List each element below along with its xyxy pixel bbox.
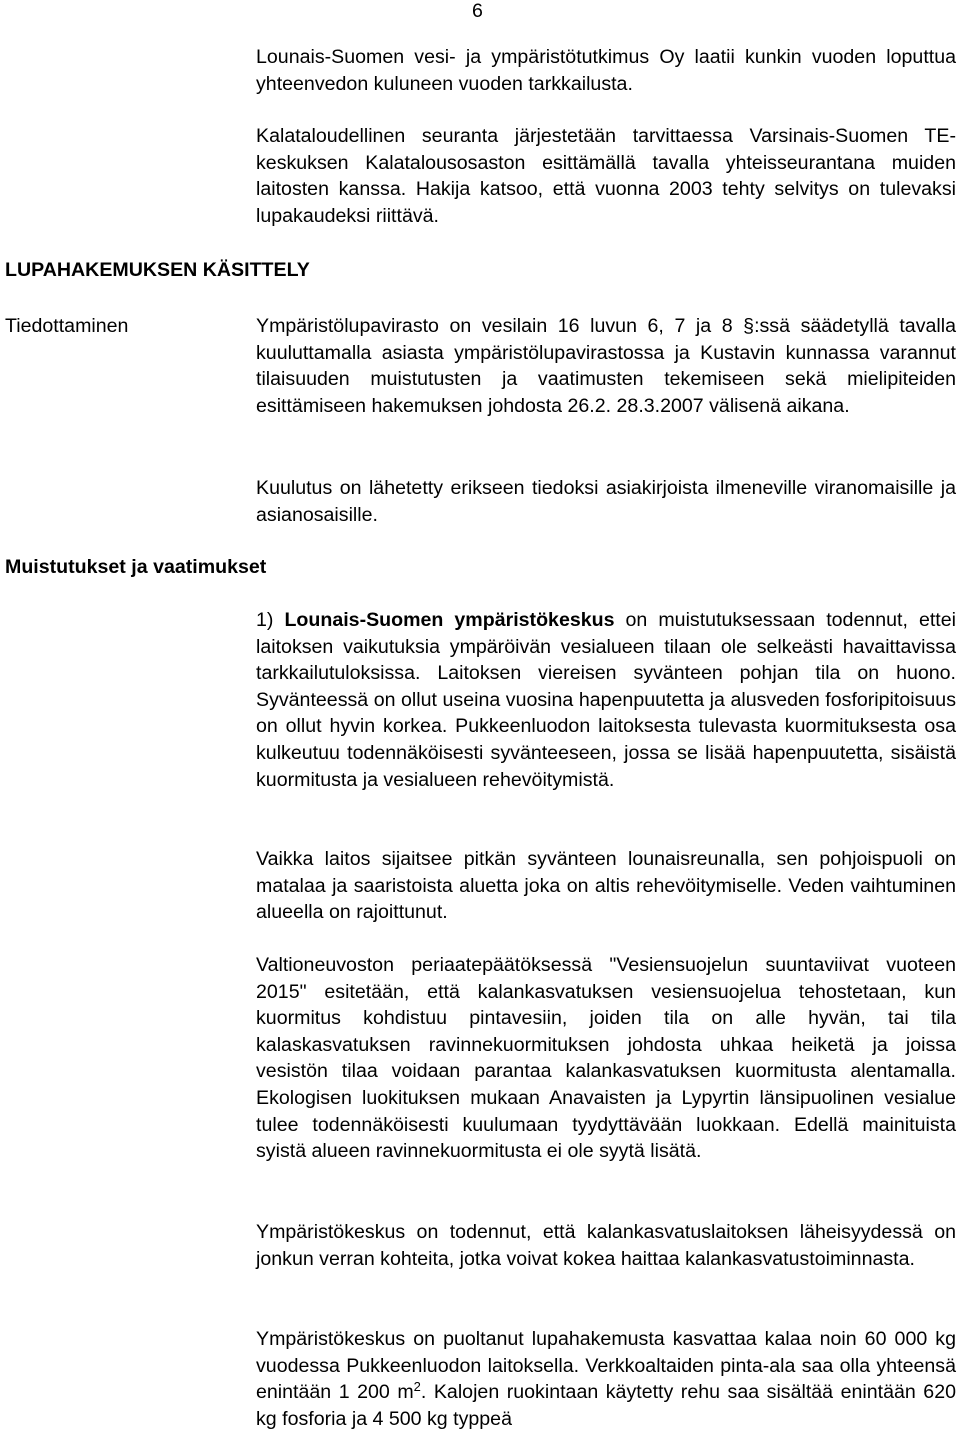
organization-name: Lounais-Suomen ympäristökeskus bbox=[284, 609, 615, 631]
paragraph-body: Ympäristökeskus on puoltanut lupahakemusta kasvattaa kalaa noin 60 000 kg vuodessa Pukkeenluodon laitoksella. Verkkoaltaiden pinta-ala saa olla yhteensä enintään 1 200 m bbox=[256, 1328, 956, 1404]
paragraph-lupahakemus-puolto bbox=[256, 1326, 956, 1432]
side-heading-tiedottaminen: Tiedottaminen bbox=[5, 315, 129, 337]
paragraph-syvanne bbox=[256, 846, 956, 926]
paragraph-kuulutus bbox=[256, 475, 956, 528]
paragraph-haitta-kohteet bbox=[256, 1219, 956, 1272]
paragraph-text: Vaikka laitos sijaitsee pitkän syvänteen lounaisreunalla, sen pohjoispuoli on matalaa ja saaristoista aluetta joka on altis rehevöitymiselle. Veden vaihtuminen alueella on rajoittunut. bbox=[256, 848, 956, 924]
paragraph-valtioneuvosto bbox=[256, 952, 956, 1165]
paragraph-body-continued: . Kalojen ruokintaan käytetty rehu saa sisältää enintään 620 kg fosforia ja 4 500 kg typpeä bbox=[256, 1381, 956, 1430]
paragraph-ymparistokeskus-muistutus bbox=[256, 607, 956, 793]
paragraph-text: Valtioneuvoston periaatepäätöksessä "Vesiensuojelun suuntaviivat vuoteen 2015" esitetään, että kalankasvatuksen vesiensuojelua tehostetaan, kun kuormitus kohdistuu pintavesiin, joiden tila on alle hyvän, tai tila kalaskasvatuksen ravinnekuormituksen johdosta uhkaa heiketä ja joissa vesistön tilaa voidaan parantaa kalankasvatuksen kuormitusta alentamalla. Ekologisen luokituksen mukaan Anavaisten ja Lypyrtin länsipuolinen vesialue tulee todennäköisesti kuulumaan tyydyttävään luokkaan. Edellä mainituista syistä alueen ravinnekuormitusta ei ole syytä lisätä. bbox=[256, 954, 956, 1163]
section-heading-lupahakemuksen-kasittely: LUPAHAKEMUKSEN KÄSITTELY bbox=[5, 259, 310, 281]
paragraph-text: Kalataloudellinen seuranta järjestetään tarvittaessa Varsinais-Suomen TE-keskuksen Kalatalousosaston esittämällä tavalla yhteisseurantana muiden laitosten kanssa. Hakija katsoo, että vuonna 2003 tehty selvitys on tulevaksi lupakaudeksi riittävä. bbox=[256, 125, 956, 227]
paragraph-text: Ympäristökeskus on todennut, että kalankasvatuslaitoksen läheisyydessä on jonkun verran kohteita, jotka voivat kokea haittaa kalankasvatustoiminnasta. bbox=[256, 1221, 956, 1270]
paragraph-text bbox=[256, 607, 956, 793]
side-heading-muistutukset-ja-vaatimukset: Muistutukset ja vaatimukset bbox=[5, 556, 267, 578]
paragraph-tiedottaminen bbox=[256, 313, 956, 419]
paragraph-kalataloudellinen-seuranta bbox=[256, 123, 956, 229]
list-number: 1) bbox=[256, 609, 285, 631]
paragraph-text: Kuulutus on lähetetty erikseen tiedoksi asiakirjoista ilmeneville viranomaisille ja asianosaisille. bbox=[256, 477, 956, 526]
superscript-2: 2 bbox=[413, 1379, 421, 1395]
paragraph-text bbox=[256, 1326, 956, 1432]
page-number: 6 bbox=[472, 0, 483, 22]
paragraph-text: Lounais-Suomen vesi- ja ympäristötutkimus Oy laatii kunkin vuoden loputtua yhteenvedon kuluneen vuoden tarkkailusta. bbox=[256, 46, 956, 95]
paragraph-body: on muistutuksessaan todennut, ettei laitoksen vaikutuksia ympäröivän vesialueen tilaan ole selkeästi havaittavissa tarkkailutuloksissa. Laitoksen viereisen syvänteen pohjan tila on huono. Syvänteessä on ollut useina vuosina hapenpuutetta ja alusveden fosforipitoisuus on ollut hyvin korkea. Pukkeenluodon laitoksesta tulevasta kuormituksesta osa kulkeutuu todennäköisesti syvänteeseen, jossa se lisää hapenpuutetta, sisäistä kuormitusta ja vesialueen rehevöitymistä. bbox=[256, 609, 956, 791]
paragraph-tarkkailu-yhteenveto bbox=[256, 44, 956, 97]
paragraph-text: Ympäristölupavirasto on vesilain 16 luvun 6, 7 ja 8 §:ssä säädetyllä tavalla kuuluttamalla asiasta ympäristölupavirastossa ja Kustavin kunnassa varannut tilaisuuden muistutusten ja vaatimusten tekemiseen sekä mielipiteiden esittämiseen hakemuksen johdosta 26.2. 28.3.2007 välisenä aikana. bbox=[256, 315, 956, 417]
